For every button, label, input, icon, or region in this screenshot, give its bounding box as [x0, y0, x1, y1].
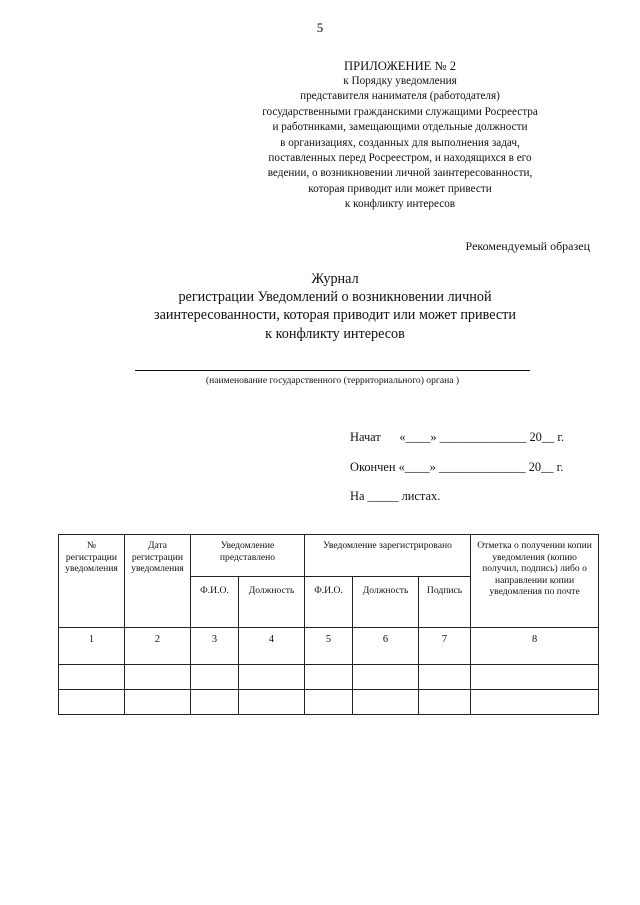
appendix-line: которая приводит или может привести — [308, 182, 492, 195]
table-cell[interactable] — [305, 665, 353, 690]
table-cell[interactable] — [59, 665, 125, 690]
journal-title-line: Журнал — [311, 271, 359, 287]
subheader-fio: Ф.И.О. — [305, 577, 353, 628]
column-number: 7 — [419, 628, 471, 665]
appendix-line: в организациях, созданных для выполнения задач, — [280, 136, 520, 149]
table-cell[interactable] — [471, 690, 599, 715]
table-cell[interactable] — [239, 690, 305, 715]
table-number-row — [59, 628, 599, 665]
appendix-line: представителя нанимателя (работодателя) — [300, 90, 500, 103]
subheader-fio: Ф.И.О. — [191, 577, 239, 628]
appendix-line: государственными гражданскими служащими Росреестра — [262, 105, 538, 118]
table-cell[interactable] — [305, 690, 353, 715]
org-name-line — [135, 370, 530, 371]
column-number: 1 — [59, 628, 125, 665]
table-cell[interactable] — [419, 665, 471, 690]
table-cell[interactable] — [353, 665, 419, 690]
header-notice-registered: Уведомление зарегистрировано — [305, 535, 471, 577]
header-copy-receipt-mark: Отметка о получении копии уведомления (копию получил, подпись) либо о направлении копии уведомления по почте — [471, 535, 599, 628]
header-registration-number: № регистрации уведомления — [59, 535, 125, 628]
table-cell[interactable] — [191, 690, 239, 715]
table-cell[interactable] — [59, 690, 125, 715]
appendix-line: поставленных перед Росреестром, и находящихся в его — [268, 152, 532, 165]
page-number: 5 — [316, 20, 324, 35]
appendix-title: ПРИЛОЖЕНИЕ № 2 — [344, 59, 456, 73]
journal-title-line: заинтересованности, которая приводит или может привести — [154, 307, 516, 324]
column-number: 6 — [353, 628, 419, 665]
column-number: 8 — [471, 628, 599, 665]
subheader-signature: Подпись — [419, 577, 471, 628]
appendix-line: к конфликту интересов — [344, 198, 456, 211]
table-cell[interactable] — [125, 690, 191, 715]
table-header-row — [59, 535, 599, 577]
registration-journal-table — [58, 534, 599, 715]
column-number: 2 — [125, 628, 191, 665]
subheader-position: Должность — [353, 577, 419, 628]
table-cell[interactable] — [191, 665, 239, 690]
column-number: 3 — [191, 628, 239, 665]
finished-line: Окончен «____» ______________ 20__ г. — [350, 460, 564, 474]
table-row — [59, 665, 599, 690]
appendix-line: ведении, о возникновении личной заинтересованности, — [267, 167, 533, 180]
table-cell[interactable] — [471, 665, 599, 690]
appendix-block — [240, 58, 560, 213]
subheader-position: Должность — [239, 577, 305, 628]
started-line: Начат «____» ______________ 20__ г. — [350, 430, 565, 444]
appendix-line: и работниками, замещающими отдельные должности — [272, 121, 528, 134]
table-row — [59, 690, 599, 715]
table-cell[interactable] — [419, 690, 471, 715]
org-name-caption: (наименование государственного (территориального) органа ) — [205, 375, 460, 386]
header-registration-date: Дата регистрации уведомления — [125, 535, 191, 628]
sheets-line: На _____ листах. — [350, 489, 441, 503]
recommended-sample-label: Рекомендуемый образец — [465, 239, 590, 253]
appendix-line: к Порядку уведомления — [343, 75, 457, 87]
table-cell[interactable] — [353, 690, 419, 715]
journal-title-line: к конфликту интересов — [265, 325, 405, 342]
column-number: 4 — [239, 628, 305, 665]
table-cell[interactable] — [125, 665, 191, 690]
journal-title-line: регистрации Уведомлений о возникновении личной — [178, 289, 492, 306]
table-cell[interactable] — [239, 665, 305, 690]
journal-title — [110, 270, 560, 343]
header-notice-submitted: Уведомление представлено — [191, 535, 305, 577]
column-number: 5 — [305, 628, 353, 665]
